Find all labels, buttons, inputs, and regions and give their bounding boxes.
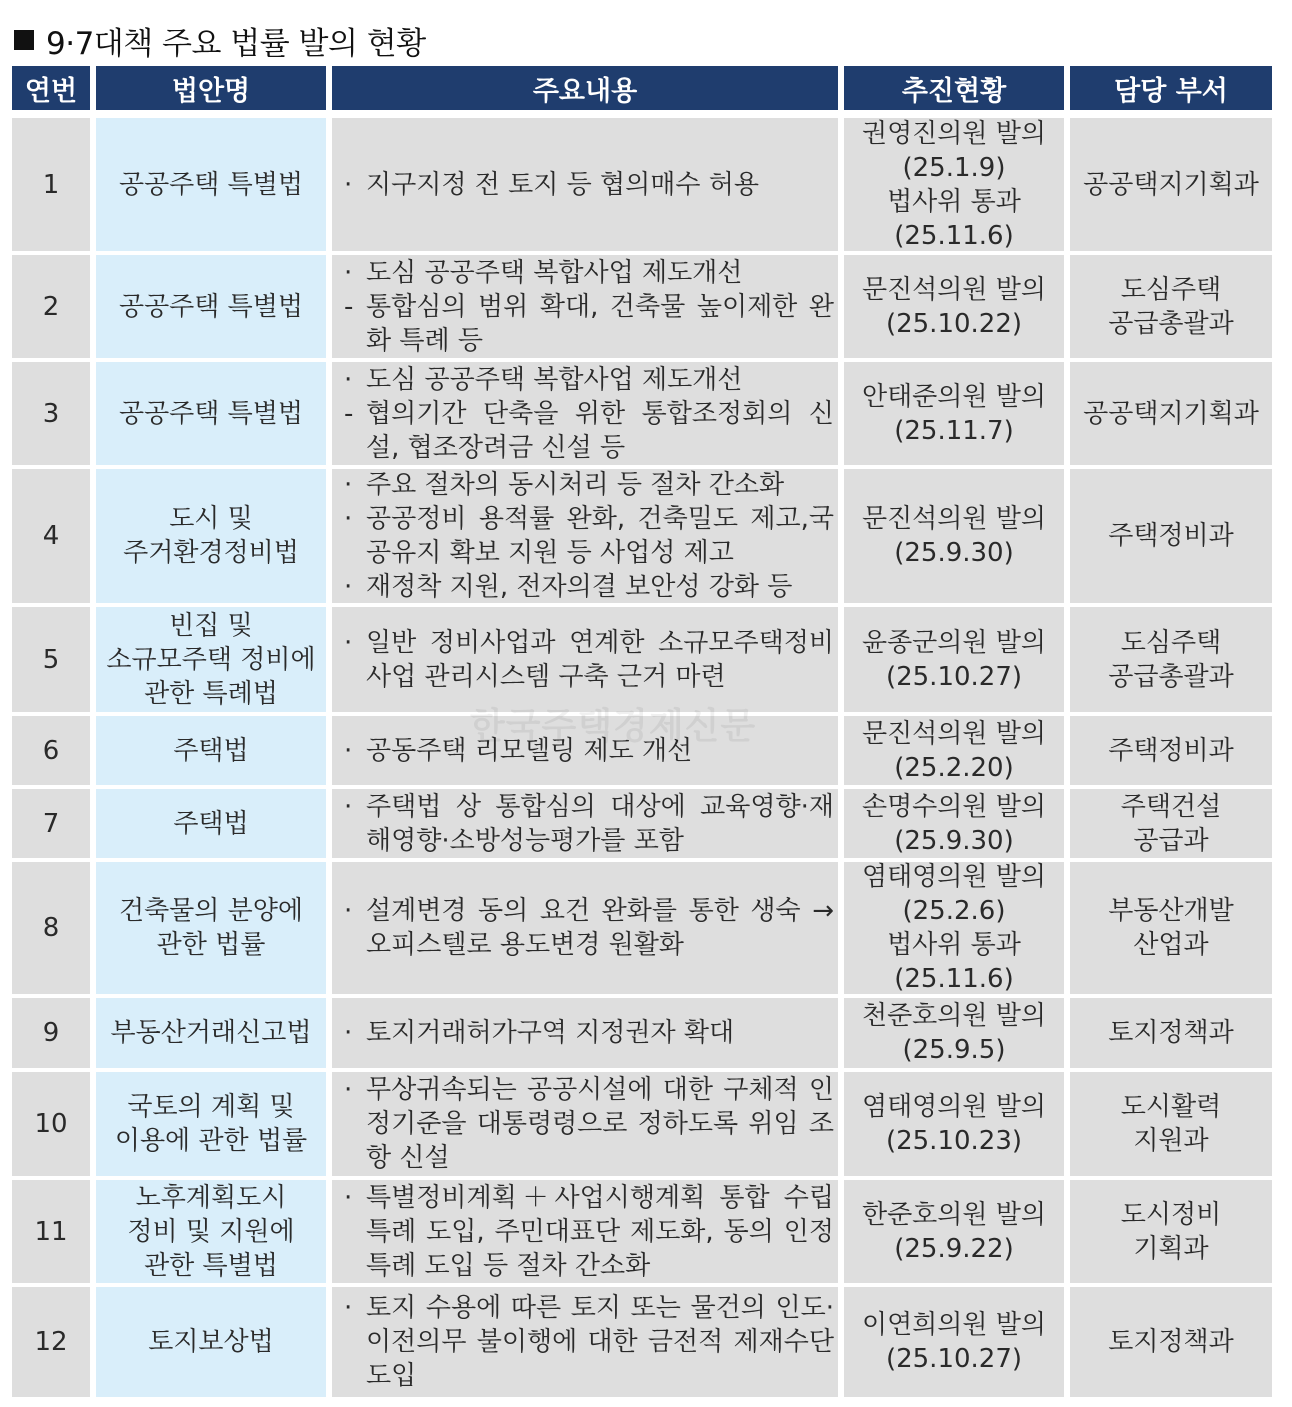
- content-text: 공공정비 용적률 완화, 건축밀도 제고,국공유지 확보 지원 등 사업성 제고: [366, 504, 834, 568]
- main-content: [332, 255, 838, 358]
- row-number: 1: [12, 118, 90, 251]
- department: 공공택지기획과: [1070, 362, 1272, 465]
- bill-name: 건축물의 분양에 관한 법률: [96, 862, 326, 994]
- content-text: 특별정비계획＋사업시행계획 통합 수립 특례 도입, 주민대표단 제도화, 동의 인정 특례 도입 등 절차 간소화: [366, 1182, 834, 1281]
- row-number: 2: [12, 255, 90, 358]
- content-list: [344, 256, 834, 358]
- department: 공공택지기획과: [1070, 118, 1272, 251]
- content-text: 도심 공공주택 복합사업 제도개선: [366, 257, 743, 288]
- table-row: [12, 607, 1272, 712]
- department: 도시활력 지원과: [1070, 1072, 1272, 1176]
- bullet-marker: ·: [344, 169, 353, 200]
- department: 도심주택 공급총괄과: [1070, 607, 1272, 712]
- bill-name: 부동산거래신고법: [96, 998, 326, 1068]
- department: 도시정비 기획과: [1070, 1180, 1272, 1283]
- main-content: [332, 789, 838, 858]
- content-item: [344, 570, 834, 603]
- content-item: [344, 469, 834, 502]
- content-list: [344, 1016, 834, 1050]
- main-content: [332, 716, 838, 785]
- content-text: 주택법 상 통합심의 대상에 교육영향·재해영향·소방성능평가를 포함: [366, 791, 834, 856]
- bill-name: 노후계획도시 정비 및 지원에 관한 특별법: [96, 1180, 326, 1283]
- content-item: [344, 502, 834, 570]
- content-text: 협의기간 단축을 위한 통합조정회의 신설, 협조장려금 신설 등: [366, 398, 834, 463]
- status: 권영진의원 발의 (25.1.9) 법사위 통과 (25.11.6): [844, 118, 1064, 251]
- row-number: 12: [12, 1287, 90, 1397]
- bill-name: 토지보상법: [96, 1287, 326, 1397]
- content-list: [344, 1181, 834, 1283]
- table-row: [12, 716, 1272, 785]
- content-text: 일반 정비사업과 연계한 소규모주택정비사업 관리시스템 구축 근거 마련: [366, 627, 834, 692]
- content-text: 재정착 지원, 전자의결 보안성 강화 등: [366, 572, 793, 602]
- bullet-marker: ·: [344, 1075, 353, 1105]
- content-text: 지구지정 전 토지 등 협의매수 허용: [366, 169, 759, 200]
- department: 토지정책과: [1070, 998, 1272, 1068]
- bill-name: 도시 및 주거환경정비법: [96, 469, 326, 603]
- status: 이연희의원 발의 (25.10.27): [844, 1287, 1064, 1397]
- bill-name: 공공주택 특별법: [96, 255, 326, 358]
- table-row: [12, 362, 1272, 465]
- bill-name: 주택법: [96, 789, 326, 858]
- content-list: [344, 1073, 834, 1175]
- row-number: 7: [12, 789, 90, 858]
- department: 도심주택 공급총괄과: [1070, 255, 1272, 358]
- content-list: [344, 734, 834, 768]
- content-text: 통합심의 범위 확대, 건축물 높이제한 완화 특례 등: [366, 291, 834, 356]
- department: 부동산개발 산업과: [1070, 862, 1272, 994]
- content-item: [344, 894, 834, 962]
- main-content: [332, 118, 838, 251]
- bullet-marker: ·: [344, 470, 353, 500]
- content-list: [344, 626, 834, 694]
- bullet-marker: ·: [344, 896, 353, 926]
- table-row: [12, 1072, 1272, 1176]
- bill-name: 빈집 및 소규모주택 정비에 관한 특례법: [96, 607, 326, 712]
- row-number: 4: [12, 469, 90, 603]
- content-text: 도심 공공주택 복합사업 제도개선: [366, 364, 743, 395]
- content-list: [344, 363, 834, 465]
- bullet-marker: ·: [344, 735, 353, 766]
- table-row: [12, 1180, 1272, 1283]
- content-text: 무상귀속되는 공공시설에 대한 구체적 인정기준을 대통령령으로 정하도록 위임 조항 신설: [366, 1075, 834, 1173]
- status: 문진석의원 발의 (25.2.20): [844, 716, 1064, 785]
- department: 주택건설 공급과: [1070, 789, 1272, 858]
- bullet-marker: ·: [344, 572, 353, 602]
- bullet-marker: ·: [344, 627, 353, 658]
- main-content: [332, 1287, 838, 1397]
- table-header-row: [12, 66, 1272, 110]
- content-item: [344, 256, 834, 290]
- main-content: [332, 1180, 838, 1283]
- main-content: [332, 862, 838, 994]
- main-content: [332, 469, 838, 603]
- content-item: [344, 397, 834, 465]
- bullet-marker: -: [344, 398, 354, 429]
- content-text: 설계변경 동의 요건 완화를 통한 생숙 → 오피스텔로 용도변경 원활화: [366, 896, 834, 960]
- content-list: [344, 790, 834, 858]
- table-row: [12, 998, 1272, 1068]
- content-list: [344, 168, 834, 202]
- content-item: [344, 1073, 834, 1175]
- table-row: [12, 255, 1272, 358]
- status: 손명수의원 발의 (25.9.30): [844, 789, 1064, 858]
- content-item: [344, 1181, 834, 1283]
- bill-name: 국토의 계획 및 이용에 관한 법률: [96, 1072, 326, 1176]
- department: 주택정비과: [1070, 716, 1272, 785]
- content-item: [344, 626, 834, 694]
- status: 한준호의원 발의 (25.9.22): [844, 1180, 1064, 1283]
- bill-name: 주택법: [96, 716, 326, 785]
- header-number: 연번: [12, 66, 90, 110]
- row-number: 3: [12, 362, 90, 465]
- bill-name: 공공주택 특별법: [96, 362, 326, 465]
- bullet-marker: ·: [344, 364, 353, 395]
- main-content: [332, 607, 838, 712]
- table-row: [12, 118, 1272, 251]
- content-item: [344, 290, 834, 358]
- status: 문진석의원 발의 (25.9.30): [844, 469, 1064, 603]
- bullet-marker: ·: [344, 1293, 353, 1323]
- content-text: 공동주택 리모델링 제도 개선: [366, 735, 693, 766]
- status: 염태영의원 발의 (25.10.23): [844, 1072, 1064, 1176]
- page-title: [14, 18, 426, 62]
- table-row: [12, 469, 1272, 603]
- status: 천준호의원 발의 (25.9.5): [844, 998, 1064, 1068]
- content-item: [344, 363, 834, 397]
- status: 안태준의원 발의 (25.11.7): [844, 362, 1064, 465]
- status: 염태영의원 발의 (25.2.6) 법사위 통과 (25.11.6): [844, 862, 1064, 994]
- row-number: 5: [12, 607, 90, 712]
- bullet-marker: ·: [344, 1182, 353, 1213]
- content-text: 토지거래허가구역 지정권자 확대: [366, 1018, 735, 1048]
- row-number: 10: [12, 1072, 90, 1176]
- bullet-marker: ·: [344, 257, 353, 288]
- content-item: [344, 1016, 834, 1050]
- main-content: [332, 362, 838, 465]
- bill-name: 공공주택 특별법: [96, 118, 326, 251]
- content-item: [344, 1291, 834, 1393]
- bullet-marker: ·: [344, 1018, 353, 1048]
- content-list: [344, 894, 834, 962]
- table-row: [12, 862, 1272, 994]
- bullet-marker: -: [344, 291, 354, 322]
- row-number: 8: [12, 862, 90, 994]
- status: 윤종군의원 발의 (25.10.27): [844, 607, 1064, 712]
- content-list: [344, 469, 834, 603]
- row-number: 9: [12, 998, 90, 1068]
- status: 문진석의원 발의 (25.10.22): [844, 255, 1064, 358]
- row-number: 6: [12, 716, 90, 785]
- header-bill-name: 법안명: [96, 66, 326, 110]
- main-content: [332, 1072, 838, 1176]
- bullet-marker: ·: [344, 791, 353, 822]
- table-row: [12, 789, 1272, 858]
- header-status: 추진현황: [844, 66, 1064, 110]
- content-list: [344, 1291, 834, 1393]
- square-bullet-icon: [14, 30, 34, 50]
- header-main-content: 주요내용: [332, 66, 838, 110]
- department: 주택정비과: [1070, 469, 1272, 603]
- content-item: [344, 734, 834, 768]
- row-number: 11: [12, 1180, 90, 1283]
- table-row: [12, 1287, 1272, 1397]
- content-text: 주요 절차의 동시처리 등 절차 간소화: [366, 470, 785, 500]
- content-text: 토지 수용에 따른 토지 또는 물건의 인도·이전의무 불이행에 대한 금전적 제재수단 도입: [366, 1293, 834, 1391]
- content-item: [344, 790, 834, 858]
- page-title-text: 9·7대책 주요 법률 발의 현황: [46, 25, 426, 62]
- bullet-marker: ·: [344, 504, 353, 534]
- main-content: [332, 998, 838, 1068]
- content-item: [344, 168, 834, 202]
- header-department: 담당 부서: [1070, 66, 1272, 110]
- department: 토지정책과: [1070, 1287, 1272, 1397]
